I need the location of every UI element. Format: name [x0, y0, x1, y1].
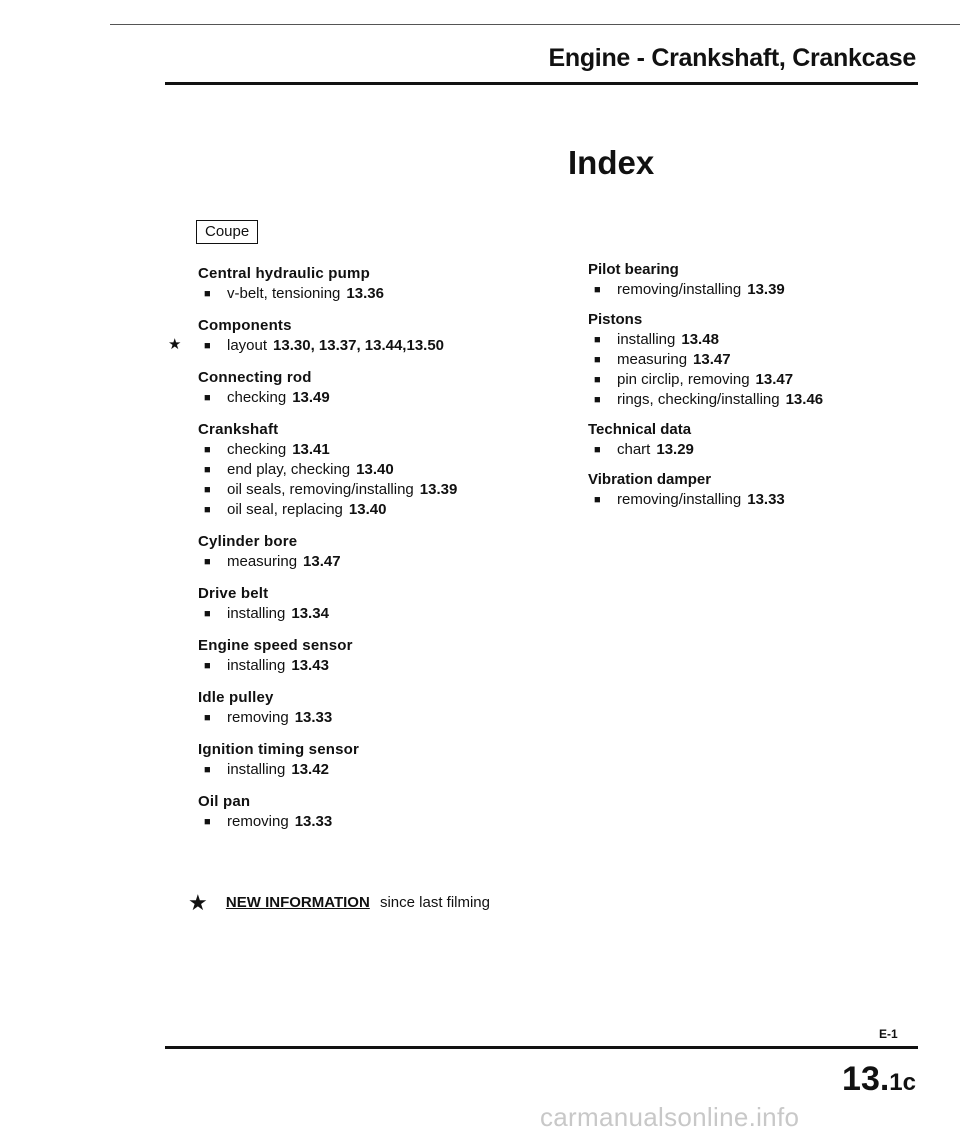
- page-number: [842, 1060, 916, 1099]
- star-icon: ★: [168, 336, 182, 353]
- header-rule: [165, 82, 918, 85]
- footnote-key: NEW INFORMATION: [225, 894, 370, 911]
- coupe-badge: Coupe: [196, 220, 258, 244]
- bullet-icon: ■: [204, 608, 211, 620]
- index-subentry: [168, 336, 558, 356]
- index-subentry: [198, 500, 558, 520]
- subentry-label: checking: [227, 389, 287, 406]
- bullet-icon: ■: [594, 444, 601, 456]
- bullet-icon: ■: [204, 660, 211, 672]
- index-entry-title: Vibration damper: [588, 471, 712, 488]
- index-entry: [198, 584, 558, 624]
- subentry-page-ref: 13.48: [681, 331, 719, 348]
- index-subentry: [588, 330, 928, 350]
- index-entry: [198, 740, 558, 780]
- bullet-icon: ■: [204, 340, 211, 352]
- index-entry: [588, 420, 928, 460]
- subentry-page-ref: 13.33: [294, 813, 333, 830]
- bullet-icon: ■: [204, 712, 211, 724]
- index-entry-title: Pistons: [588, 311, 643, 328]
- index-entry: [198, 420, 558, 520]
- index-subentry: [198, 440, 558, 460]
- subentry-page-ref: 13.41: [292, 441, 330, 458]
- bullet-icon: ■: [204, 504, 211, 516]
- index-entry-title: Ignition timing sensor: [198, 741, 360, 758]
- bullet-icon: ■: [204, 444, 211, 456]
- bullet-icon: ■: [204, 816, 211, 828]
- bullet-icon: ■: [204, 288, 211, 300]
- index-entry-title: Engine speed sensor: [198, 637, 353, 654]
- subentry-page-ref: 13.47: [755, 371, 794, 388]
- subentry-page-ref: 13.34: [291, 605, 329, 622]
- index-heading: Index: [568, 144, 655, 181]
- subentry-label: installing: [617, 331, 676, 348]
- subentry-label: removing/installing: [617, 281, 742, 298]
- index-subentry: [198, 284, 558, 304]
- index-entry-title: Central hydraulic pump: [198, 265, 370, 282]
- index-subentry: [588, 280, 928, 300]
- index-column-right: [588, 260, 928, 520]
- bullet-icon: ■: [594, 394, 601, 406]
- subentry-page-ref: 13.39: [747, 281, 785, 298]
- subentry-page-ref: 13.47: [693, 351, 731, 368]
- subentry-page-ref: 13.36: [346, 285, 384, 302]
- index-entry: [588, 470, 928, 510]
- subentry-page-ref: 13.43: [291, 657, 329, 674]
- index-entry-title: Components: [198, 317, 292, 334]
- index-entry: [588, 310, 928, 410]
- subentry-page-ref: 13.40: [348, 501, 387, 518]
- subentry-label: layout: [227, 337, 268, 354]
- footer-rule: [165, 1046, 918, 1049]
- subentry-page-ref: 13.47: [303, 553, 341, 570]
- subentry-label: checking: [227, 441, 287, 458]
- subentry-label: end play, checking: [227, 461, 351, 478]
- index-entry: [198, 688, 558, 728]
- index-entry: [198, 636, 558, 676]
- bullet-icon: ■: [204, 556, 211, 568]
- subentry-label: removing/installing: [617, 491, 742, 508]
- index-subentry: [198, 656, 558, 676]
- index-subentry: [198, 760, 558, 780]
- subentry-label: oil seal, replacing: [227, 501, 343, 518]
- index-entry-title: Technical data: [588, 421, 692, 438]
- index-subentry: [198, 812, 558, 832]
- index-entry: [198, 264, 558, 304]
- subentry-page-ref: 13.29: [656, 441, 694, 458]
- subentry-label: removing: [227, 709, 289, 726]
- star-icon: ★: [188, 890, 208, 915]
- index-entry: [168, 316, 558, 356]
- subentry-page-ref: 13.42: [291, 761, 329, 778]
- index-subentry: [198, 388, 558, 408]
- footnote: [188, 890, 490, 916]
- subentry-label: installing: [227, 605, 286, 622]
- index-entry: [198, 792, 558, 832]
- subentry-label: pin circlip, removing: [617, 371, 750, 388]
- top-rule: [110, 24, 960, 25]
- bullet-icon: ■: [594, 494, 601, 506]
- index-subentry: [588, 350, 928, 370]
- bullet-icon: ■: [594, 334, 601, 346]
- subentry-page-ref: 13.33: [294, 709, 333, 726]
- subentry-label: rings, checking/installing: [617, 391, 780, 408]
- subentry-label: v-belt, tensioning: [227, 285, 341, 302]
- subentry-page-ref: 13.39: [419, 481, 458, 498]
- subentry-page-ref: 13.33: [747, 491, 785, 508]
- bullet-icon: ■: [594, 354, 601, 366]
- bullet-icon: ■: [204, 764, 211, 776]
- index-subentry: [588, 390, 928, 410]
- index-entry-title: Pilot bearing: [588, 261, 679, 278]
- index-entry-title: Idle pulley: [198, 689, 274, 706]
- index-entry: [588, 260, 928, 300]
- index-subentry: [198, 460, 558, 480]
- subentry-label: measuring: [227, 553, 298, 570]
- footnote-text: since last filming: [379, 894, 490, 911]
- index-entry-title: Crankshaft: [198, 421, 279, 438]
- subentry-label: installing: [227, 657, 286, 674]
- index-subentry: [198, 708, 558, 728]
- index-subentry: [198, 552, 558, 572]
- page-number-suffix: 1c: [889, 1069, 916, 1096]
- index-entry-title: Drive belt: [198, 585, 269, 602]
- index-column-left: [168, 264, 558, 844]
- bullet-icon: ■: [204, 392, 211, 404]
- subentry-label: removing: [227, 813, 289, 830]
- index-entry-title: Cylinder bore: [198, 533, 298, 550]
- subentry-label: chart: [617, 441, 651, 458]
- subentry-page-ref: 13.40: [356, 461, 394, 478]
- index-subentry: [588, 490, 928, 510]
- subentry-page-ref: 13.30, 13.37, 13.44,13.50: [273, 337, 445, 354]
- page-code: E-1: [879, 1027, 898, 1041]
- index-subentry: [198, 480, 558, 500]
- index-subentry: [198, 604, 558, 624]
- bullet-icon: ■: [594, 374, 601, 386]
- bullet-icon: ■: [204, 484, 211, 496]
- page-number-main: 13.: [842, 1060, 890, 1098]
- subentry-page-ref: 13.46: [785, 391, 824, 408]
- index-subentry: [588, 370, 928, 390]
- bullet-icon: ■: [594, 284, 601, 296]
- subentry-label: installing: [227, 761, 286, 778]
- index-entry-title: Oil pan: [198, 793, 251, 810]
- index-entry: [198, 532, 558, 572]
- index-subentry: [588, 440, 928, 460]
- subentry-label: oil seals, removing/installing: [227, 481, 414, 498]
- section-title: Engine - Crankshaft, Crankcase: [548, 44, 916, 72]
- watermark: carmanualsonline.info: [540, 1102, 800, 1132]
- index-entry: [198, 368, 558, 408]
- index-entry-title: Connecting rod: [198, 369, 312, 386]
- subentry-label: measuring: [617, 351, 688, 368]
- bullet-icon: ■: [204, 464, 211, 476]
- subentry-page-ref: 13.49: [292, 389, 330, 406]
